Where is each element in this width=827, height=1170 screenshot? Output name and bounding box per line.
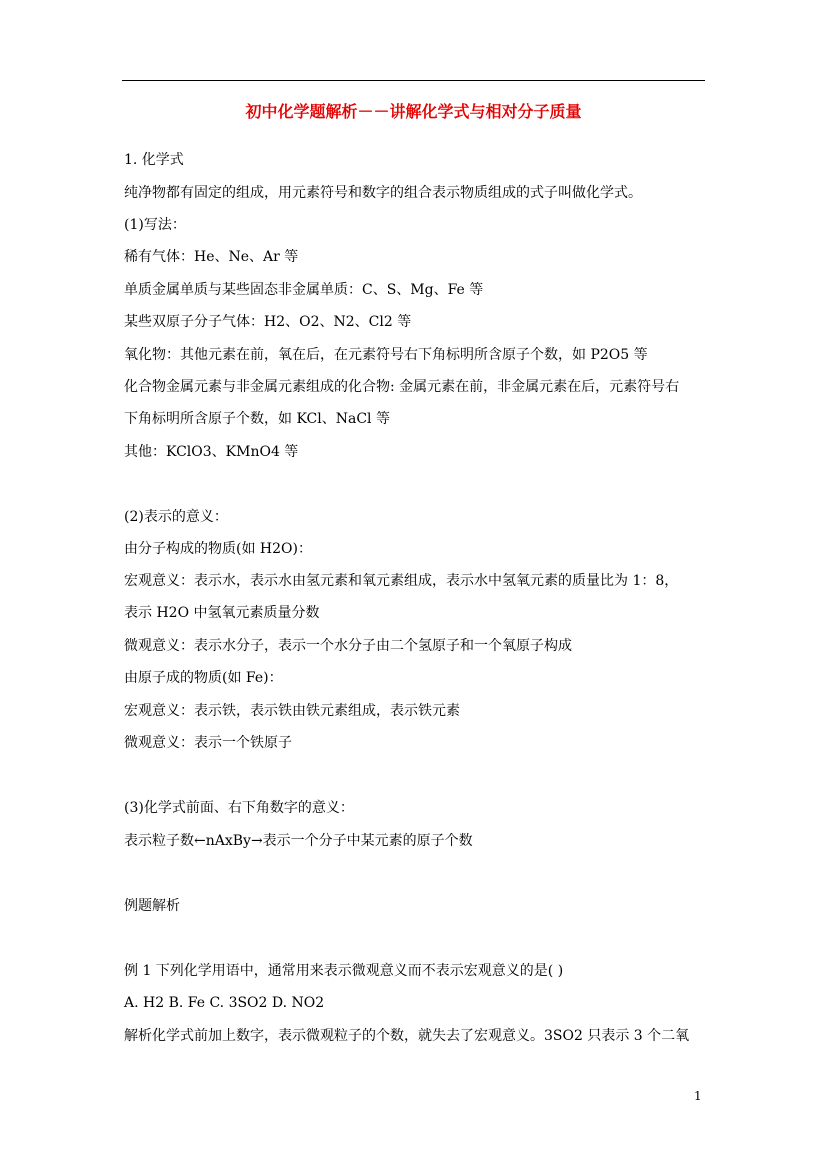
paragraph-line: 化合物金属元素与非金属元素组成的化合物: 金属元素在前，非金属元素在后，元素符号右 [124, 379, 680, 395]
paragraph-line: 纯净物都有固定的组成，用元素符号和数字的组合表示物质组成的式子叫做化学式。 [124, 185, 642, 201]
document-title: 初中化学题解析－－讲解化学式与相对分子质量 [245, 102, 582, 121]
paragraph-line: 表示 H2O 中氢氧元素质量分数 [124, 605, 320, 621]
paragraph-line: 表示粒子数←nAxBy→表示一个分子中某元素的原子个数 [124, 833, 473, 849]
section-heading-chemical-formula: 1. 化学式 [124, 152, 184, 168]
example-options: A. H2 B. Fe C. 3SO2 D. NO2 [124, 995, 325, 1011]
paragraph-line: 由分子构成的物质(如 H2O)： [124, 541, 312, 557]
section-heading-examples: 例题解析 [124, 898, 180, 914]
subsection-heading-writing: (1)写法： [124, 217, 186, 233]
paragraph-line: 宏观意义：表示水，表示水由氢元素和氧元素组成，表示水中氢氧元素的质量比为 1：8， [124, 573, 679, 589]
header-rule [122, 80, 705, 81]
paragraph-line: 单质金属单质与某些固态非金属单质：C、S、Mg、Fe 等 [124, 282, 484, 298]
page-number: 1 [694, 1089, 702, 1103]
paragraph-line: 某些双原子分子气体：H2、O2、N2、Cl2 等 [124, 314, 412, 330]
paragraph-line: 氧化物：其他元素在前，氧在后，在元素符号右下角标明所含原子个数，如 P2O5 等 [124, 347, 648, 363]
subsection-heading-meaning: (2)表示的意义： [124, 509, 228, 525]
paragraph-line: 其他：KClO3、KMnO4 等 [124, 444, 299, 460]
subsection-heading-digits: (3)化学式前面、右下角数字的意义： [124, 800, 354, 816]
paragraph-line: 宏观意义：表示铁，表示铁由铁元素组成，表示铁元素 [124, 703, 460, 719]
paragraph-line: 由原子成的物质(如 Fe)： [124, 670, 283, 686]
paragraph-line: 稀有气体：He、Ne、Ar 等 [124, 249, 299, 265]
paragraph-line: 微观意义：表示一个铁原子 [124, 735, 292, 751]
paragraph-line: 微观意义：表示水分子，表示一个水分子由二个氢原子和一个氧原子构成 [124, 638, 572, 654]
example-question: 例 1 下列化学用语中，通常用来表示微观意义而不表示宏观意义的是( ) [124, 963, 564, 979]
paragraph-line: 下角标明所含原子个数，如 KCl、NaCl 等 [124, 411, 390, 427]
example-analysis: 解析化学式前加上数字，表示微观粒子的个数，就失去了宏观意义。3SO2 只表示 3 个二氧 [124, 1028, 690, 1044]
